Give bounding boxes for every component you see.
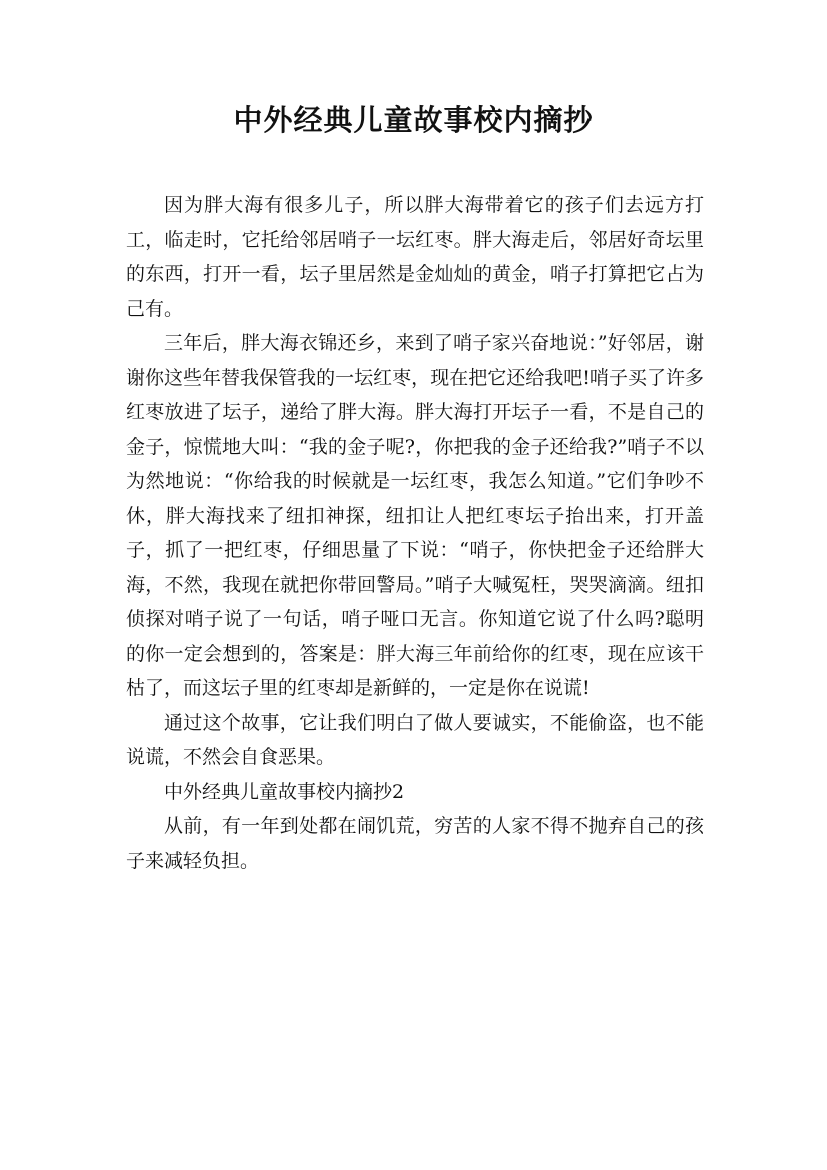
document-title: 中外经典儿童故事校内摘抄 — [233, 103, 594, 137]
section-heading-2: 中外经典儿童故事校内摘抄2 — [164, 780, 405, 803]
paragraph-2: 三年后，胖大海衣锦还乡，来到了哨子家兴奋地说：”好邻居，谢谢你这些年替我保管我的一坛红枣，现在把它还给我吧!哨子买了许多红枣放进了坛子，递给了胖大海。胖大海打开坛子一看，不是自己的金子，惊慌地大叫：“我的金子呢?，你把我的金子还给我?”哨子不以为然地说：“你给我的时候就是一坛红枣，我怎么知道。”它们争吵不休，胖大海找来了纽扣神探，纽扣让人把红枣坛子抬出来，打开盖子，抓了一把红枣，仔细思量了下说：“哨子，你快把金子还给胖大海，不然，我现在就把你带回警局。”哨子大喊冤枉，哭哭滴滴。纽扣侦探对哨子说了一句话，哨子哑口无言。你知道它说了什么吗?聪明的你一定会想到的，答案是：胖大海三年前给你的红枣，现在应该干枯了，而这坛子里的红枣却是新鲜的，一定是你在说谎! — [126, 332, 704, 699]
document-body — [126, 188, 704, 878]
paragraph-4: 从前，有一年到处都在闹饥荒，穷苦的人家不得不抛弃自己的孩子来减轻负担。 — [126, 815, 704, 872]
paragraph-1: 因为胖大海有很多儿子，所以胖大海带着它的孩子们去远方打工，临走时，它托给邻居哨子一坛红枣。胖大海走后，邻居好奇坛里的东西，打开一看，坛子里居然是金灿灿的黄金，哨子打算把它占为己有。 — [126, 194, 704, 320]
paragraph-3: 通过这个故事，它让我们明白了做人要诚实，不能偷盗，也不能说谎，不然会自食恶果。 — [126, 711, 704, 768]
